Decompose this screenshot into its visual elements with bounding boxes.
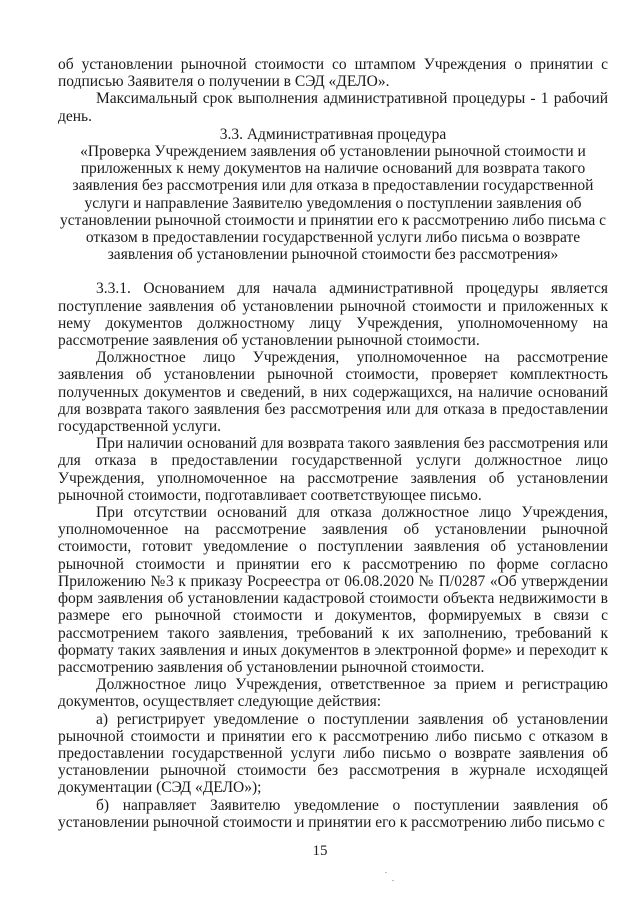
paragraph-continuation: об установлении рыночной стоимости со штампом Учреждения о принятии с подписью Заявителя о получении в СЭД «ДЕЛО». (58, 56, 608, 91)
page-number: 15 (312, 843, 328, 859)
list-item-b: б) направляет Заявителю уведомление о поступлении заявления об установлении рыночной стоимости и принятии его к рассмотрению либо письмо с (58, 796, 608, 831)
paragraph-grounds-present: При наличии оснований для возврата такого заявления без рассмотрения или для отказа в предоставлении государственной услуги должностное лицо Учреждения, уполномоченное на рассмотрение заявления об установлении рыночной стоимости, подготавливает соответствующее письмо. (58, 435, 608, 504)
paragraph-grounds-absent: При отсутствии оснований для отказа должностное лицо Учреждения, уполномоченное на рассмотрение заявления об установлении рыночной стоимости, готовит уведомление о поступлении заявления об установлении рыночной стоимости и принятии его к рассмотрению по форме согласно Приложению №3 к приказу Росреестра от 06.08.2020 № П/0287 «Об утверждении форм заявления об установлении кадастровой стоимости объекта недвижимости в размере его рыночной стоимости и документов, формируемых в связи с рассмотрением такого заявления, требований к их заполнению, требований к формату таких заявления и иных документов в электронной форме» и переходит к рассмотрению заявления об установлении рыночной стоимости. (58, 504, 608, 676)
paragraph-max-duration: Максимальный срок выполнения административной процедуры - 1 рабочий день. (58, 90, 608, 125)
paragraph-3-3-1: 3.3.1. Основанием для начала административной процедуры является поступление заявления об установлении рыночной стоимости и приложенных к нему документов должностному лицу Учреждения, уполномоченному на рассмотрение заявления об установлении рыночной стоимости. (58, 280, 608, 350)
section-heading: 3.3. Административная процедура (219, 125, 447, 143)
scan-speck (385, 872, 387, 873)
paragraph-registration-official: Должностное лицо Учреждения, ответственное за прием и регистрацию документов, осуществляет следующие действия: (58, 676, 608, 711)
list-item-a: а) регистрирует уведомление о поступлении заявления об установлении рыночной стоимости и принятии его к рассмотрению либо письмо с отказом в предоставлении государственной услуги либо письмо о возврате заявления об установлении рыночной стоимости без рассмотрения в журнале исходящей документации (СЭД «ДЕЛО»); (58, 710, 608, 797)
paragraph-official-checks: Должностное лицо Учреждения, уполномоченное на рассмотрение заявления об установлении рыночной стоимости, проверяет комплектность полученных документов и сведений, в них содержащихся, на наличие оснований для возврата такого заявления без рассмотрения или для отказа в предоставлении государственной услуги. (58, 349, 608, 436)
section-title: «Проверка Учреждением заявления об установлении рыночной стоимости и приложенных к нему документов на наличие оснований для возврата такого заявления без рассмотрения или для отказа в предоставлении государственной услуги и направление Заявителю уведомления о поступлении заявления об установлении рыночной стоимости и принятии его к рассмотрению либо письма с отказом в предоставлении государственной услуги либо письма о возврате заявления об установлении рыночной стоимости без рассмотрения» (60, 143, 606, 264)
scan-speck (392, 880, 394, 881)
document-page (58, 56, 608, 831)
blank-line (58, 263, 608, 280)
